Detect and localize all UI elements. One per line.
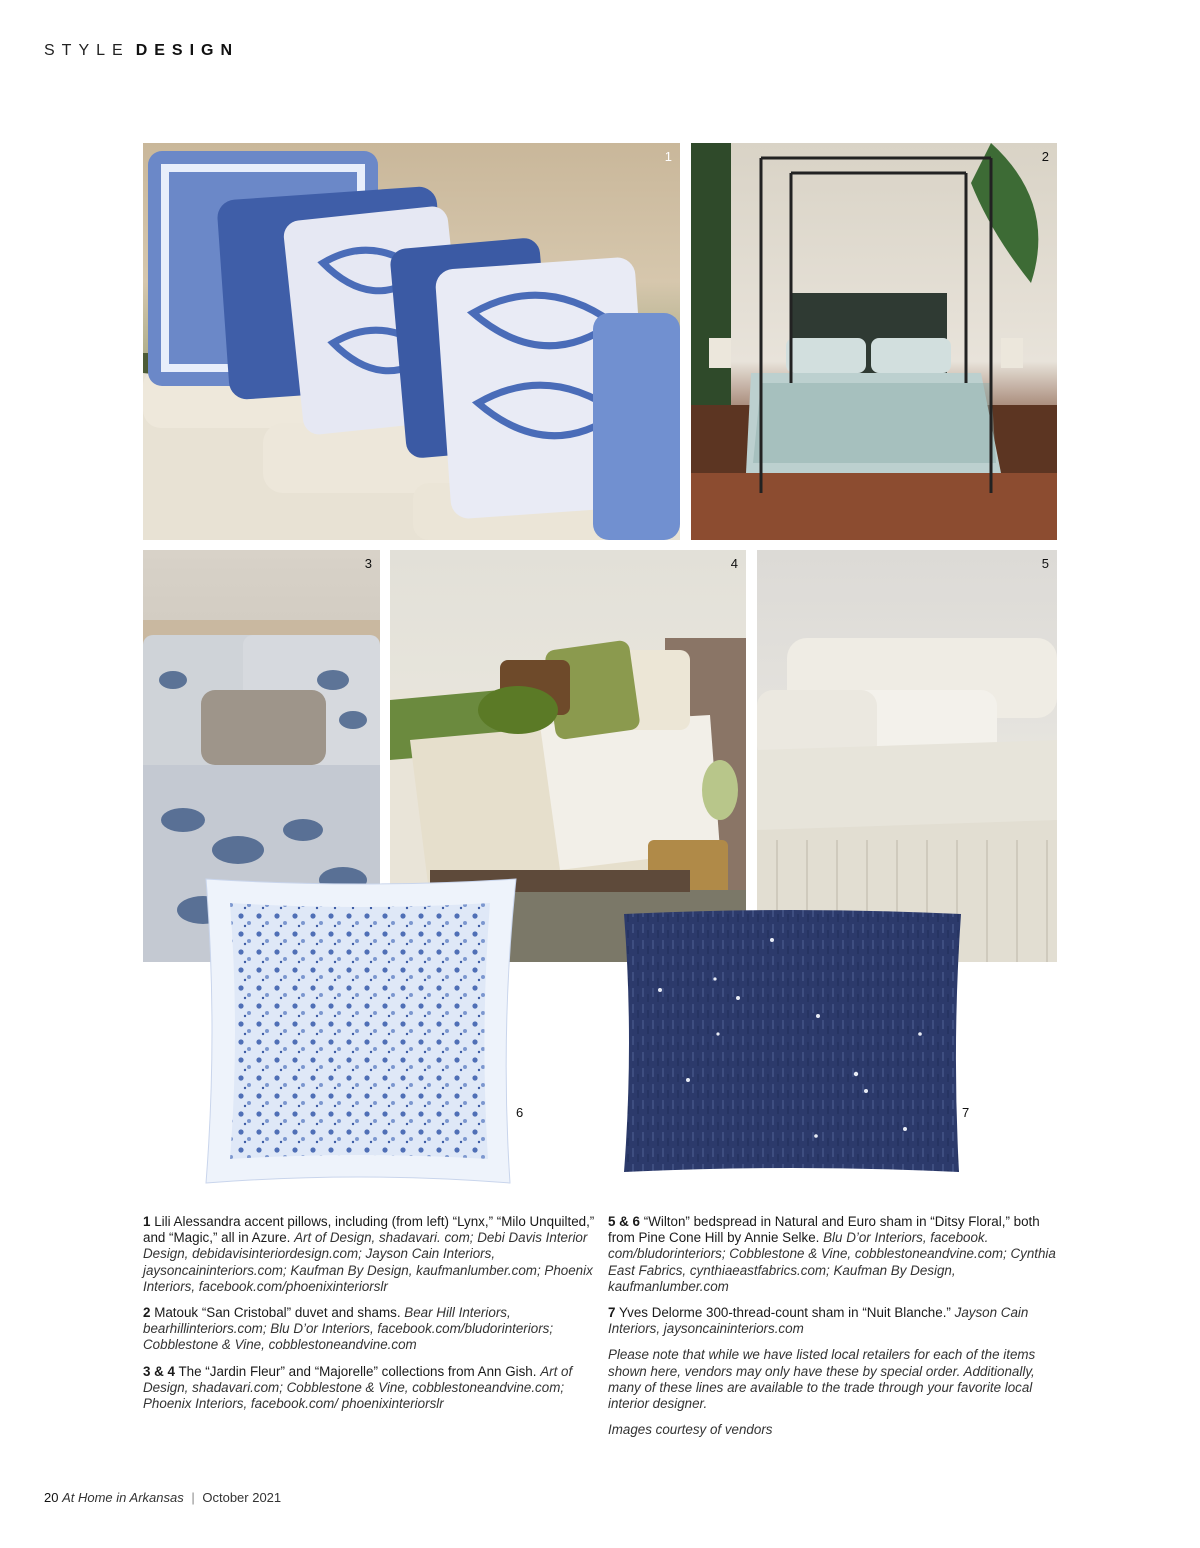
caption-3-4 (143, 1364, 595, 1413)
caption-7 (608, 1305, 1060, 1337)
caption-2 (143, 1305, 595, 1354)
section-heading (44, 42, 239, 60)
caption-number: 1 (143, 1214, 151, 1229)
caption-column-right (608, 1214, 1060, 1448)
wilton-illustration (757, 550, 1057, 962)
page-footer (44, 1490, 281, 1505)
photo-number: 7 (962, 1105, 970, 1120)
caption-text: Lili Alessandra accent pillows, including (from left) “Lynx,” “Milo Unquilted,” and “Magic,” all in Azure. (143, 1214, 595, 1246)
caption-retailers: Bear Hill Interiors, bearhillinteriors.com; Blu D’or Interiors, facebook.com/bludorinteriors; Cobblestone & Vine, cobblestoneandvine.com (143, 1305, 554, 1353)
caption-column-left (143, 1214, 595, 1422)
magazine-title: At Home in Arkansas (62, 1490, 184, 1505)
issue-date: October 2021 (202, 1490, 282, 1505)
caption-retailers: Jayson Cain Interiors, jaysoncaininteriors.com (608, 1305, 1029, 1337)
photo-number: 3 (364, 556, 372, 571)
photo-number: 6 (516, 1105, 524, 1120)
photo-number: 1 (664, 149, 672, 164)
photo-number: 4 (730, 556, 738, 571)
product-ditsy-floral-sham (200, 875, 518, 1187)
page-number: 20 (44, 1490, 59, 1505)
caption-retailers: Art of Design, shadavari.com; Cobblestone & Vine, cobblestoneandvine.com; Phoenix Interiors, facebook.com/ phoenixinteriorslr (143, 1363, 573, 1412)
section-label-style: STYLE (44, 42, 130, 59)
retailer-note: Please note that while we have listed local retailers for each of the items shown here, vendors may only have these by special order. Additionally, many of these lines are available to the trade through your favorite local interior designer. (608, 1347, 1036, 1412)
caption-number: 2 (143, 1305, 151, 1321)
bedroom-illustration (691, 143, 1057, 540)
photo-wilton-bedspread (757, 550, 1057, 962)
caption-5-6 (608, 1214, 1060, 1295)
caption-number: 7 (608, 1305, 616, 1321)
nuit-blanche-sham-illustration (620, 908, 965, 1176)
caption-number: 5 & 6 (608, 1214, 641, 1229)
caption-text: “Wilton” bedspread in Natural and Euro sham in “Ditsy Floral,” both from Pine Cone Hill by Annie Selke. (608, 1214, 1040, 1246)
image-credit: Images courtesy of vendors (608, 1422, 773, 1438)
caption-text: Yves Delorme 300-thread-count sham in “Nuit Blanche.” (618, 1305, 951, 1321)
ditsy-floral-sham-illustration (200, 875, 518, 1187)
photo-accent-pillows (143, 143, 680, 540)
caption-retailers: Art of Design, shadavari. com; Debi Davis Interior Design, debidavisinteriordesign.com; Jayson Cain Interiors, jaysoncaininteriors.com; Kaufman By Design, kaufmanlumber.com; Phoenix Interiors, facebook.com/phoenixinteriorslr (143, 1230, 593, 1294)
pillows-illustration (143, 143, 680, 540)
caption-text: The “Jardin Fleur” and “Majorelle” collections from Ann Gish. (178, 1363, 537, 1379)
footer-separator: | (191, 1490, 195, 1505)
caption-text: Matouk “San Cristobal” duvet and shams. (154, 1305, 401, 1321)
caption-number: 3 & 4 (143, 1363, 176, 1379)
photo-number: 2 (1041, 149, 1049, 164)
photo-canopy-bedroom (691, 143, 1057, 540)
section-label-design: DESIGN (135, 42, 240, 59)
caption-retailers: Blu D’or Interiors, facebook. com/bludorinteriors; Cobblestone & Vine, cobblestoneandvine.com; Cynthia East Fabrics, cynthiaeastfabrics.com; Kaufman By Design, kaufmanlumber.com (608, 1230, 1056, 1294)
photo-number: 5 (1041, 556, 1049, 571)
product-nuit-blanche-sham (620, 908, 965, 1176)
caption-1 (143, 1214, 595, 1295)
